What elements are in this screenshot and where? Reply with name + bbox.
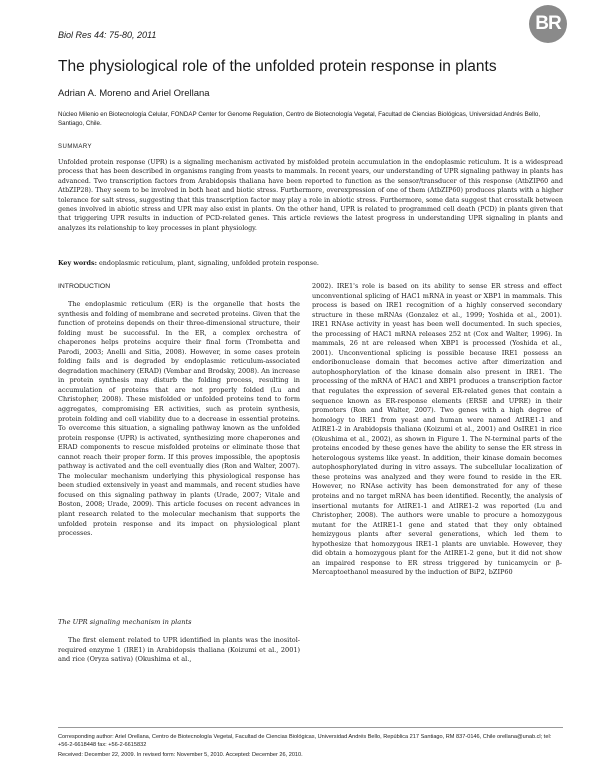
corresponding-author: Corresponding author: Ariel Orellana, Centro de Biotecnología Vegetal, Facultad de Ciencias Biológicas, Universidad Andrés Bello, República 217 Santiago, RM 837-0146, Chile orellana@unab.cl; tel: +56-2-6618448 fax: +56-2-6615832 [58, 734, 552, 748]
paragraph: 2002). IRE1's role is based on its ability to sense ER stress and effect unconventional splicing of HAC1 mRNA in yeast or XBP1 in mammals. This process is based on IRE1 recognition of a highly conserved secondary structure in these mRNAs (Gonzalez et al., 1999; Yoshida et al., 2001). IRE1 RNAse activity in yeast has been well documented. In such species, the processing of HAC1 mRNA releases 252 nt (Cox and Walter, 1996). In mammals, 26 nt are released when XBP1 is processed (Yoshida et al., 2001). Unconventional splicing is possible because IRE1 possess an endoribonuclease domain that becomes active after dimerization and autophosphorylation of the kinase domain also present in IRE1. The processing of the mRNA of HAC1 and XBP1 produces a transcription factor that regulates the expression of several ER-related genes that contain a sequence known as ER-response elements (ERSE and UPRE) in their promoters (Ron and Walter, 2007). Two genes with a high degree of homology to IRE1 from yeast and human were named AtIRE1-1 and AtIRE1-2 in Arabidopsis thaliana (Koizumi et al., 2001) and OsIRE1 in rice (Okushima et al., 2002), as shown in Figure 1. The N-terminal parts of the proteins encoded by these genes have the ability to sense the ER stress in heterologous systems like yeast. In addition, their kinase domain becomes autophosphorylated during in vitro assays. The subcellular localization of these proteins was analyzed and they were found to reside in the ER. However, no RNAse activity has been demonstrated for any of these proteins and no target mRNA has been identified. Recently, the analysis of insertional mutants for AtIRE1-1 and AtIRE1-2 was reported (Lu and Christopher, 2008). The authors were unable to procure a homozygous mutant for the AtIRE1-1 gene and stated that they only obtained hemizygous plants after several generations, which led them to hypothesize that homozygous IRE1-1 plants are unviable. However, they did obtain a homozygous plant for the AtIRE1-2 gene, but it did not show an impaired response to ER stress triggered by tunicamycin or β-Mercaptoethanol measured by the induction of BiP2, bZIP60 [312, 282, 562, 577]
affiliation: Núcleo Milenio en Biotecnología Celular, FONDAP Center for Genome Regulation, Centro de Biotecnología Vegetal, Facultad de Ciencias Biológicas, Universidad Andrés Bello, Santiago, Chile. [58, 111, 541, 127]
footer-divider [58, 727, 563, 728]
section-subheading: The UPR signaling mechanism in plants [58, 618, 192, 626]
journal-logo: BR [529, 5, 567, 43]
keywords-list: endoplasmic reticulum, plant, signaling, unfolded protein response. [96, 259, 319, 267]
introduction-heading: INTRODUCTION [58, 283, 111, 290]
summary-heading: SUMMARY [58, 144, 93, 150]
paragraph: The endoplasmic reticulum (ER) is the organelle that hosts the synthesis and folding of membrane and secreted proteins. Given that the function of proteins depends on their three-dimensional structure, their folding must be successful. In the ER, a complex orchestra of chaperones helps proteins acquire their final form (Trombetta and Parodi, 2003; Anelli and Sitia, 2008). However, in some cases protein folding fails and is degraded by endoplasmic reticulum-associated degradation machinery (ERAD) (Vembar and Brodsky, 2008). An increase in protein synthesis may disturb the folding process, resulting in accumulation of proteins that are not properly folded (Lu and Christopher, 2008). These misfolded or unfolded proteins tend to form aggregates, compromising ER activities, such as protein synthesis, protein folding and cell viability due to a decrease in essential proteins. To overcome this situation, a signaling pathway known as the unfolded protein response (UPR) is activated, synthesizing more chaperones and ERAD components to rescue misfolded proteins or eliminate those that cannot reach their proper form. If this proves impossible, the apoptosis pathway is activated and the cell eventually dies (Ron and Walter, 2007). The molecular mechanism underlying this physiological response has been studied extensively in yeast and mammals, and recent studies have focused on this signaling pathway in plants (Urade, 2007; Vitale and Boston, 2008; Urade, 2009). This article focuses on recent advances in plant research related to the molecular mechanism that supports the unfolded protein response and its impact on physiological plant processes. [58, 300, 300, 538]
column-2-body [312, 282, 562, 578]
summary-text: Unfolded protein response (UPR) is a signaling mechanism activated by misfolded protein accumulation in the endoplasmic reticulum. It is a widespread process that has been described in organisms ranging from yeasts to mammals. In recent years, our understanding of UPR signaling pathway in plants has advanced. Two transcription factors from Arabidopsis thaliana have been reported to function as the sensor/transducer of this response (AtbZIP60 and AtbZIP28). They seem to be involved in both heat and biotic stress. Furthermore, overexpression of one of them (AtbZIP60) produces plants with a higher tolerance for salt stress, suggesting that this transcription factor may play a role in abiotic stress. Furthermore, some data suggest that crosstalk between genes involved in abiotic stress and UPR may also exist in plants. On the other hand, UPR is related to programmed cell death (PCD) in plants given that that triggering UPR results in induction of PCD-related genes. This article reviews the latest progress in understanding UPR signaling in plants and analyzes its relationship to key processes in plant physiology. [58, 158, 563, 232]
article-title: The physiological role of the unfolded protein response in plants [58, 58, 497, 75]
keywords [58, 259, 563, 267]
article-authors: Adrian A. Moreno and Ariel Orellana [58, 88, 210, 99]
received-dates: Received: December 22, 2009. In revised form: November 5, 2010. Accepted: December 26, 2010. [58, 752, 303, 758]
column-1-body [58, 300, 300, 539]
paragraph: The first element related to UPR identified in plants was the inositol-required enzyme 1 (IRE1) in Arabidopsis thaliana (Koizumi et al., 2001) and rice (Oryza sativa) (Okushima et al., [58, 636, 300, 664]
journal-citation: Biol Res 44: 75-80, 2011 [58, 30, 157, 40]
keywords-label: Key words: [58, 259, 97, 267]
column-1-continued [58, 636, 300, 665]
